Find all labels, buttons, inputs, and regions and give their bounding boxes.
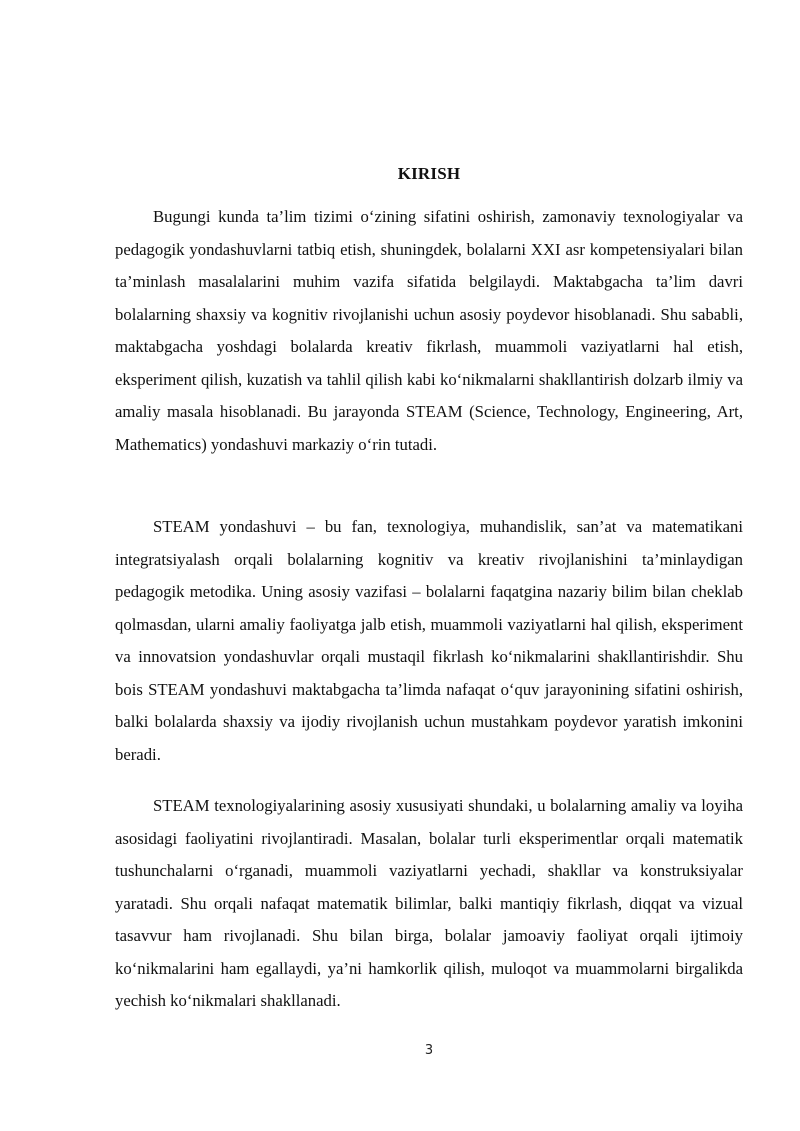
paragraph-introduction: Bugungi kunda ta’lim tizimi o‘zining sifatini oshirish, zamonaviy texnologiyalar va pedagogik yondashuvlarni tatbiq etish, shuningdek, bolalarni XXI asr kompetensiyalari bilan ta’minlash masalalarini muhim vazifa sifatida belgilaydi. Maktabgacha ta’lim davri bolalarning shaxsiy va kognitiv rivojlanishi uchun asosiy poydevor hisoblanadi. Shu sababli, maktabgacha yoshdagi bolalarda kreativ fikrlash, muammoli vaziyatlarni hal etish, eksperiment qilish, kuzatish va tahlil qilish kabi ko‘nikmalarni shakllantirish dolzarb ilmiy va amaliy masala hisoblanadi. Bu jarayonda STEAM (Science, Technology, Engineering, Art, Mathematics) yondashuvi markaziy o‘rin tutadi. — [115, 207, 743, 454]
paragraph-steam-approach: STEAM yondashuvi – bu fan, texnologiya, muhandislik, san’at va matematikani integratsiyalash orqali bolalarning kognitiv va kreativ rivojlanishini ta’minlaydigan pedagogik metodika. Uning asosiy vazifasi – bolalarni faqatgina nazariy bilim bilan cheklab qolmasdan, ularni amaliy faoliyatga jalb etish, muammoli vaziyatlarni hal qilish, eksperiment va innovatsion yondashuvlar orqali mustaqil fikrlash ko‘nikmalarini shakllantirishdir. Shu bois STEAM yondashuvi maktabgacha ta’limda nafaqat o‘quv jarayonining sifatini oshirish, balki bolalarda shaxsiy va ijodiy rivojlanish uchun mustahkam poydevor yaratish imkonini beradi. — [115, 517, 743, 764]
paragraph-steam-features: STEAM texnologiyalarining asosiy xususiyati shundaki, u bolalarning amaliy va loyiha asosidagi faoliyatini rivojlantiradi. Masalan, bolalar turli eksperimentlar orqali matematik tushunchalarni o‘rganadi, muammoli vaziyatlarni yechadi, shakllar va konstruksiyalar yaratadi. Shu orqali nafaqat matematik bilimlar, balki mantiqiy fikrlash, diqqat va vizual tasavvur ham rivojlanadi. Shu bilan birga, bolalar jamoaviy faoliyat orqali ijtimoiy ko‘nikmalarini ham egallaydi, ya’ni hamkorlik qilish, muloqot va muammolarni birgalikda yechish ko‘nikmalari shakllanadi. — [115, 796, 743, 1010]
section-title: KIRISH — [397, 164, 461, 183]
page-number: 3 — [424, 1043, 434, 1058]
